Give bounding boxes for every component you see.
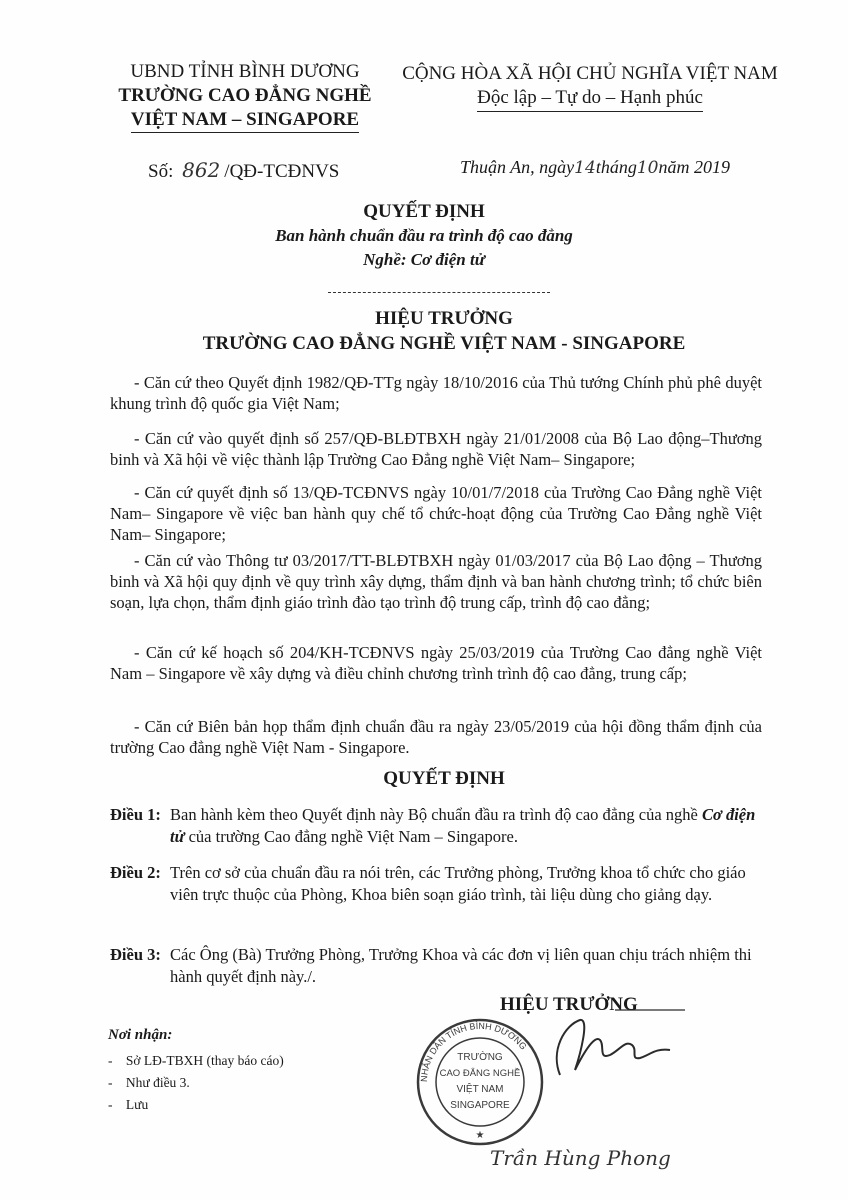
basis-2: - Căn cứ vào quyết định số 257/QĐ-BLĐTBXH ngày 21/01/2008 của Bộ Lao động–Thương binh và Xã hội về việc thành lập Trường Cao Đẳng nghề Việt Nam– Singapore; [110,429,762,469]
recipients-list [108,1050,284,1116]
article-2: Điều 2: Trên cơ sở của chuẩn đầu ra nói trên, các Trưởng phòng, Trưởng khoa tổ chức cho giáo viên trực thuộc của Phòng, Khoa biên soạn giáo trình, tài liệu dùng cho giảng dạy. [110,863,746,904]
title-sub2: Nghề: Cơ điện tử [363,250,485,269]
basis-6: - Căn cứ Biên bản họp thẩm định chuẩn đầu ra ngày 23/05/2019 của hội đồng thẩm định của trường Cao đẳng nghề Việt Nam - Singapore. [110,717,762,757]
national-header [380,62,800,112]
date-day: 14 [574,158,596,178]
document-number [148,158,339,183]
svg-text:★: ★ [475,1130,485,1141]
handwritten-signature [520,1000,690,1090]
authority-title: HIỆU TRƯỞNG [375,308,513,329]
issuer-province: UBND TỈNH BÌNH DƯƠNG [130,61,360,82]
signer-title: HIỆU TRƯỞNG [500,994,638,1015]
so-number-handwritten: 862 [182,158,221,182]
national-motto: Độc lập – Tự do – Hạnh phúc [477,86,703,112]
recipients-block [108,1024,284,1116]
article-1-label: Điều 1: [110,805,161,824]
signer-name: Trần Hùng Phong [490,1146,671,1170]
so-suffix: /QĐ-TCĐNVS [224,161,340,182]
national-title: CỘNG HÒA XÃ HỘI CHỦ NGHĨA VIỆT NAM [402,63,778,84]
issuer-school-line2: VIỆT NAM – SINGAPORE [131,108,359,133]
article-2-label: Điều 2: [110,863,161,882]
article-3-label: Điều 3: [110,945,161,964]
place-date: Thuận An, ngày14tháng10năm 2019 [460,157,730,178]
stamp-line-1: TRƯỜNG [457,1052,503,1063]
stamp-line-4: SINGAPORE [450,1100,510,1111]
basis-3: - Căn cứ quyết định số 13/QĐ-TCĐNVS ngày 10/01/7/2018 của Trường Cao Đẳng nghề Việt Nam– Singapore về việc ban hành quy chế tổ chức-hoạt động của Trường Cao Đẳng nghề Việt Nam– Singapore; [110,483,762,544]
stamp-line-2: CAO ĐẲNG NGHỀ [439,1068,521,1079]
issuer-school-line1: TRƯỜNG CAO ĐẲNG NGHỀ [118,85,372,106]
recipient-item: - Lưu [108,1094,284,1116]
decision-heading: QUYẾT ĐỊNH [383,768,505,789]
article-1-emph: Cơ điện tử [170,805,756,846]
authority-block [0,306,848,356]
article-3: Điều 3: Các Ông (Bà) Trưởng Phòng, Trưởng Khoa và các đơn vị liên quan chịu trách nhiệm thi hành quyết định này./. [110,945,752,986]
basis-1: - Căn cứ theo Quyết định 1982/QĐ-TTg ngày 18/10/2016 của Thủ tướng Chính phủ phê duyệt khung trình độ quốc gia Việt Nam; [110,373,762,413]
recipient-item: - Như điều 3. [108,1072,284,1094]
so-label: Số: [148,161,174,182]
authority-school: TRƯỜNG CAO ĐẲNG NGHỀ VIỆT NAM - SINGAPORE [202,333,686,354]
title-sub1: Ban hành chuẩn đầu ra trình độ cao đẳng [275,226,573,245]
title-divider [328,292,550,293]
document-title [0,200,848,272]
date-month: 10 [636,158,659,178]
issuer-block [100,60,390,133]
stamp-line-3: VIỆT NAM [456,1084,504,1095]
basis-4: - Căn cứ vào Thông tư 03/2017/TT-BLĐTBXH ngày 01/03/2017 của Bộ Lao động – Thương binh và Xã hội quy định về quy trình xây dựng, thẩm định và ban hành chương trình; tổ chức biên soạn, lựa chọn, thẩm định giáo trình đào tạo trình độ trung cấp, trình độ cao đẳng; [110,551,762,612]
basis-5: - Căn cứ kế hoạch số 204/KH-TCĐNVS ngày 25/03/2019 của Trường Cao đẳng nghề Việt Nam – Singapore về xây dựng và điều chỉnh chương trình trình độ cao đẳng, trung cấp; [110,643,762,683]
svg-text:NHÂN DÂN TỈNH BÌNH DƯƠNG: NHÂN DÂN TỈNH BÌNH DƯƠNG [418,1020,529,1083]
recipient-item: - Sở LĐ-TBXH (thay báo cáo) [108,1050,284,1072]
recipients-label: Nơi nhận: [108,1027,173,1043]
article-1: Điều 1: Ban hành kèm theo Quyết định này Bộ chuẩn đầu ra trình độ cao đẳng của nghề Cơ điện tử của trường Cao đẳng nghề Việt Nam – Singapore. [110,805,756,846]
title-main: QUYẾT ĐỊNH [363,201,485,222]
